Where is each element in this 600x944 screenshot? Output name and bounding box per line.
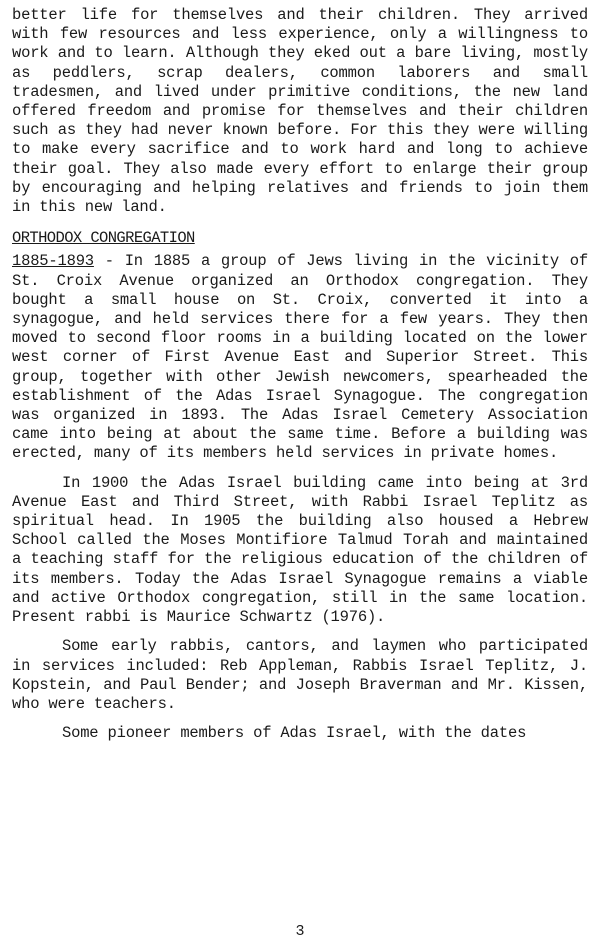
history-text: - In 1885 a group of Jews living in the vicinity of St. Croix Avenue organized an Orthodox congregation. They bought a small house on St. Croix, converted it into a synagogue, and held services there for a few years. They then moved to second floor rooms in a building located on the lower west corner of First Avenue East and Superior Street. This group, together with other Jewish newcomers, spearheaded the establishment of the Adas Israel Synagogue. The congregation was organized in 1893. The Adas Israel Cemetery Association came into being at about the same time. Before a building was erected, many of its members held services in private homes.	[12, 252, 588, 463]
document-page	[12, 6, 588, 743]
section-heading: ORTHODOX CONGREGATION	[12, 229, 195, 248]
body-paragraph-building: In 1900 the Adas Israel building came into being at 3rd Avenue East and Third Street, with Rabbi Israel Teplitz as spiritual head. In 1905 the building also housed a Hebrew School called the Moses Montifiore Talmud Torah and maintained a teaching staff for the religious education of the children of its members. Today the Adas Israel Synagogue remains a viable and active Orthodox congregation, still in the same location. Present rabbi is Maurice Schwartz (1976).	[12, 473, 588, 627]
date-range: 1885-1893	[12, 252, 94, 271]
body-paragraph-history	[12, 252, 588, 463]
body-paragraph-intro: better life for themselves and their children. They arrived with few resources and less experience, only a willingness to work and to learn. Although they eked out a bare living, mostly as peddlers, scrap dealers, common laborers and small tradesmen, and lived under primitive conditions, the new land offered freedom and promise for themselves and their children such as they had never known before. For this they were willing to make every sacrifice and to work hard and long to achieve their goal. They also made every effort to enlarge their group by encouraging and helping relatives and friends to join them in this new land.	[12, 6, 588, 217]
spacer	[12, 464, 588, 474]
spacer	[12, 714, 588, 724]
body-paragraph-members: Some pioneer members of Adas Israel, with the dates	[62, 724, 527, 743]
spacer	[12, 627, 588, 637]
spacer	[12, 217, 588, 227]
page-number: 3	[295, 923, 305, 940]
body-paragraph-rabbis: Some early rabbis, cantors, and laymen who participated in services included: Reb Appleman, Rabbis Israel Teplitz, J. Kopstein, and Paul Bender; and Joseph Braverman and Mr. Kissen, who were teachers.	[12, 637, 588, 713]
